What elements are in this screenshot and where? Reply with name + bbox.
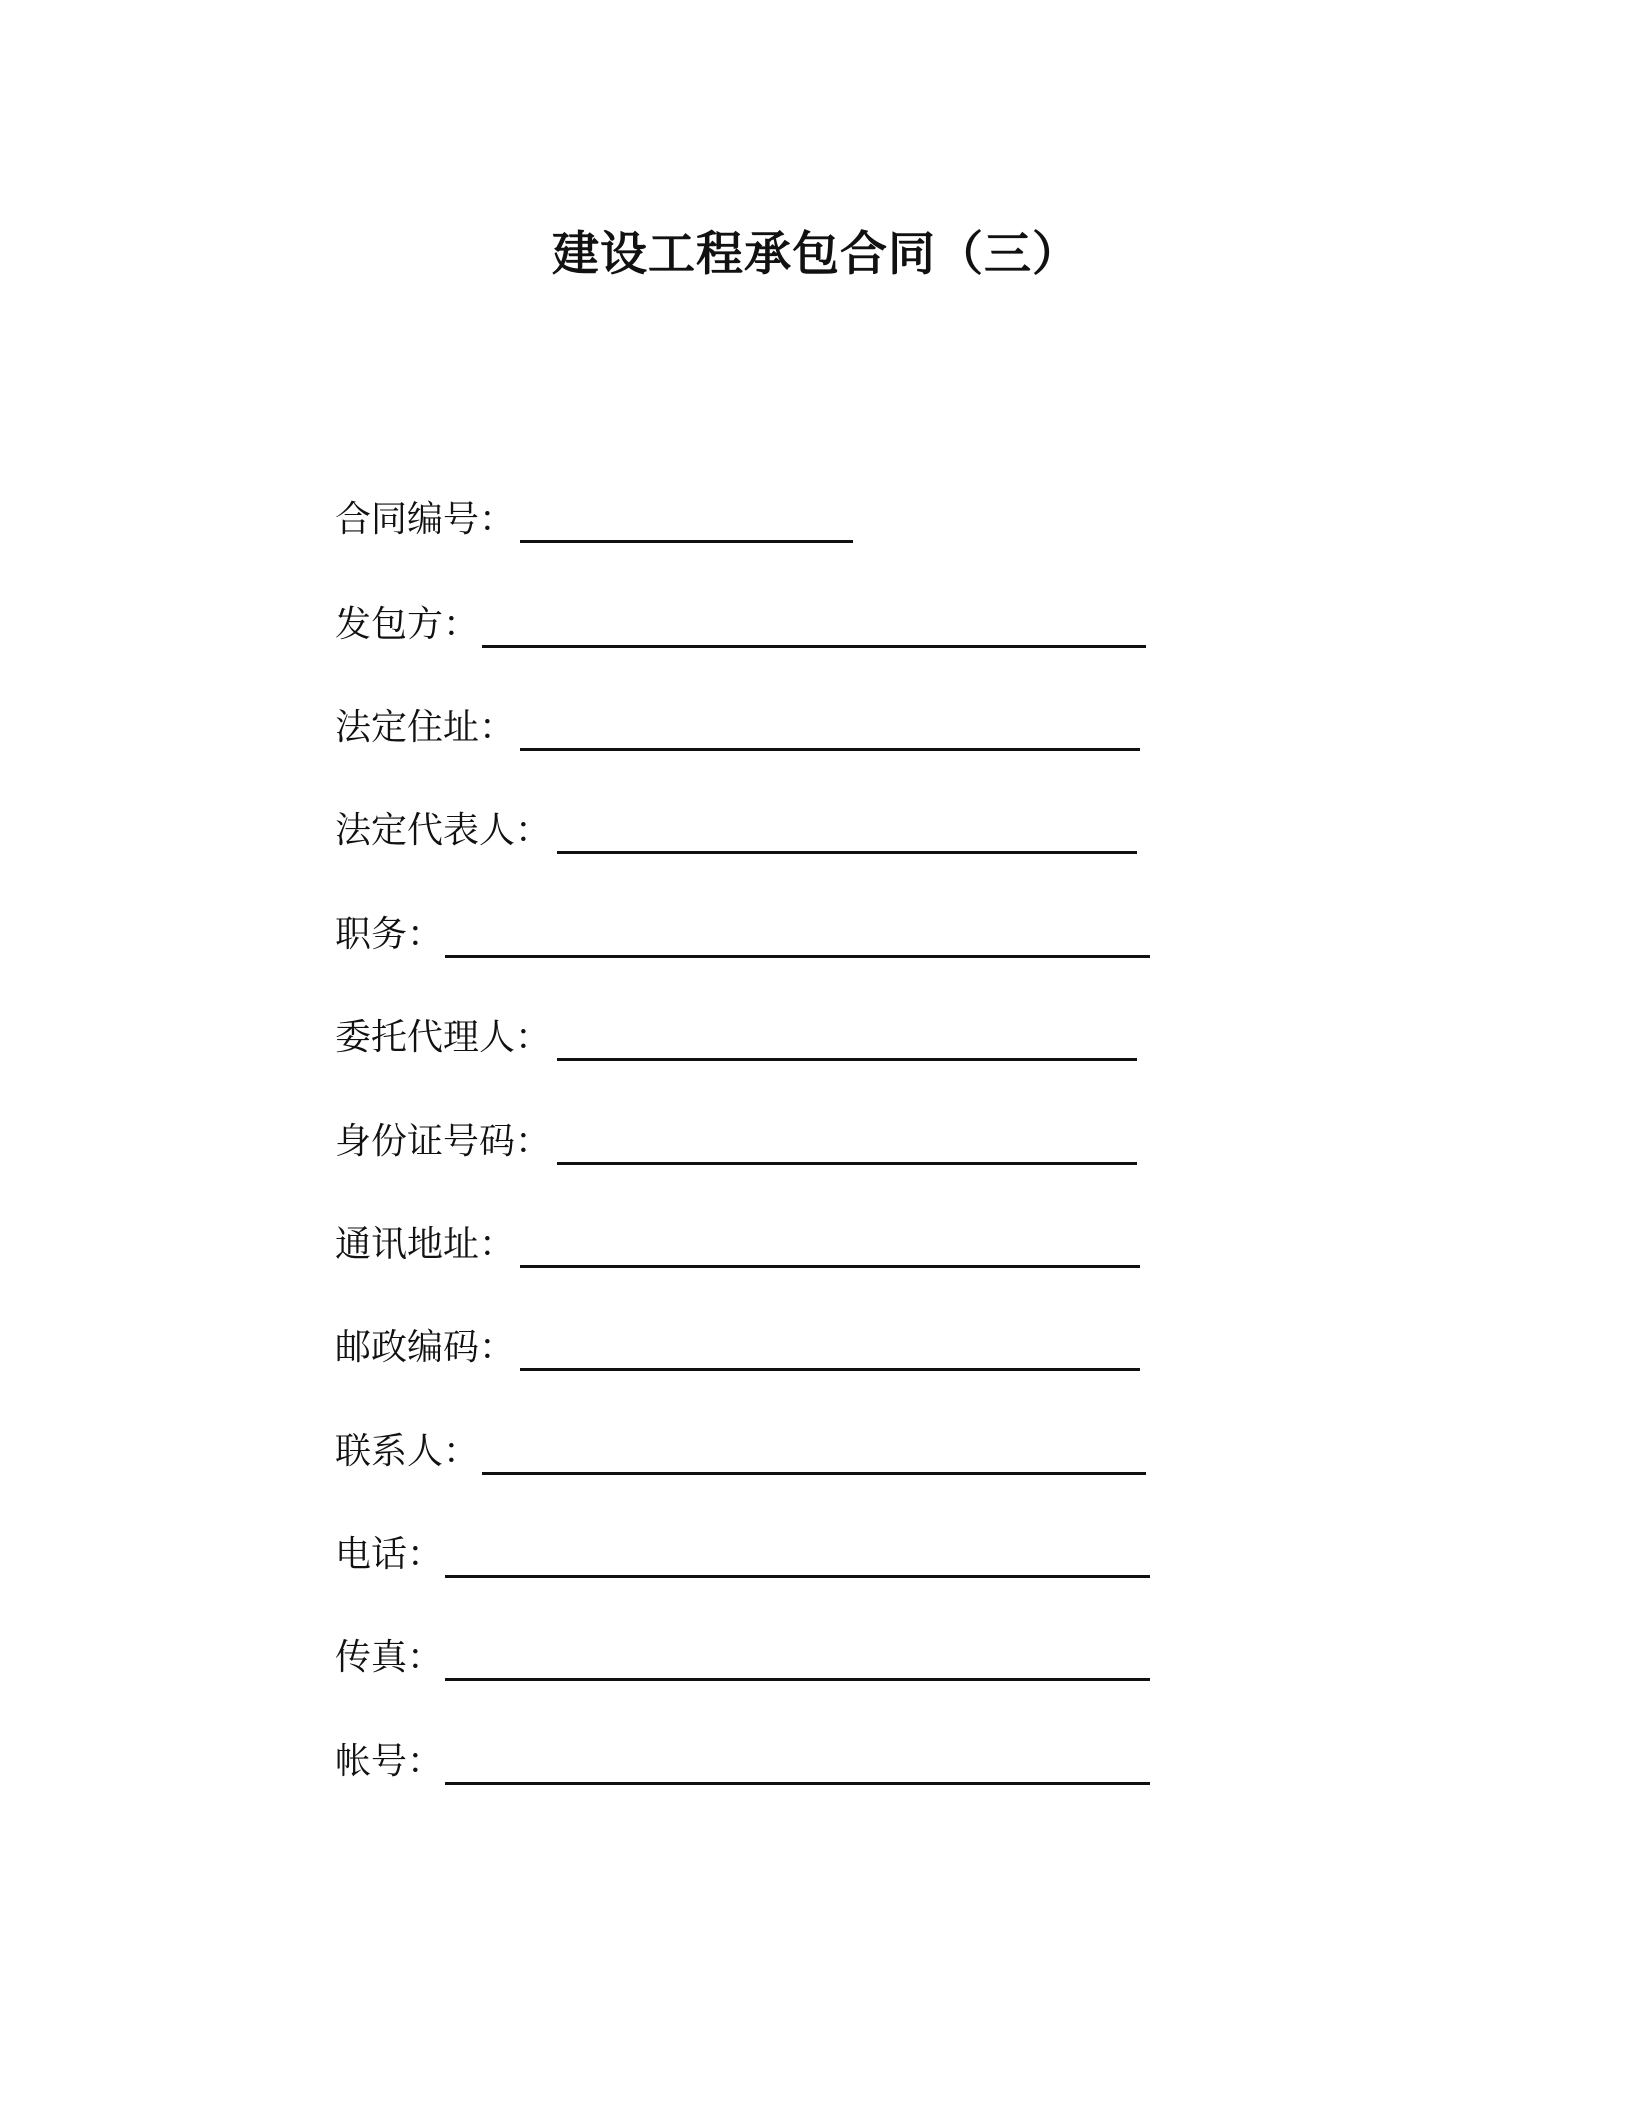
id-number-row xyxy=(335,1117,551,1167)
authorized-agent-line[interactable] xyxy=(557,1058,1137,1061)
fax-row xyxy=(335,1633,443,1683)
legal-address-line[interactable] xyxy=(520,748,1140,751)
legal-representative-label: 法定代表人： xyxy=(335,810,552,851)
account-number-line[interactable] xyxy=(445,1782,1150,1785)
account-number-row xyxy=(335,1737,443,1787)
contract-number-row xyxy=(335,495,515,545)
legal-address-row xyxy=(335,703,515,753)
authorized-agent-row xyxy=(335,1013,551,1063)
fax-label: 传真： xyxy=(335,1637,444,1678)
id-number-label: 身份证号码： xyxy=(335,1121,552,1162)
contract-number-label: 合同编号： xyxy=(335,499,516,540)
position-label: 职务： xyxy=(335,914,444,955)
fax-line[interactable] xyxy=(445,1678,1150,1681)
legal-address-label: 法定住址： xyxy=(335,707,516,748)
document-title: 建设工程承包合同（三） xyxy=(552,227,1080,282)
employer-row xyxy=(335,600,479,650)
mailing-address-label: 通讯地址： xyxy=(335,1224,516,1265)
position-row xyxy=(335,910,443,960)
contract-number-line[interactable] xyxy=(520,540,853,543)
position-line[interactable] xyxy=(445,955,1150,958)
phone-line[interactable] xyxy=(445,1575,1150,1578)
phone-label: 电话： xyxy=(335,1534,444,1575)
postal-code-row xyxy=(335,1323,515,1373)
legal-representative-row xyxy=(335,806,551,856)
mailing-address-line[interactable] xyxy=(520,1265,1140,1268)
id-number-line[interactable] xyxy=(557,1162,1137,1165)
account-number-label: 帐号： xyxy=(335,1741,444,1782)
authorized-agent-label: 委托代理人： xyxy=(335,1017,552,1058)
contact-person-line[interactable] xyxy=(482,1472,1146,1475)
contact-person-row xyxy=(335,1427,479,1477)
mailing-address-row xyxy=(335,1220,515,1270)
postal-code-line[interactable] xyxy=(520,1368,1140,1371)
contact-person-label: 联系人： xyxy=(335,1431,480,1472)
phone-row xyxy=(335,1530,443,1580)
legal-representative-line[interactable] xyxy=(557,851,1137,854)
postal-code-label: 邮政编码： xyxy=(335,1327,516,1368)
employer-line[interactable] xyxy=(482,645,1146,648)
employer-label: 发包方： xyxy=(335,604,480,645)
